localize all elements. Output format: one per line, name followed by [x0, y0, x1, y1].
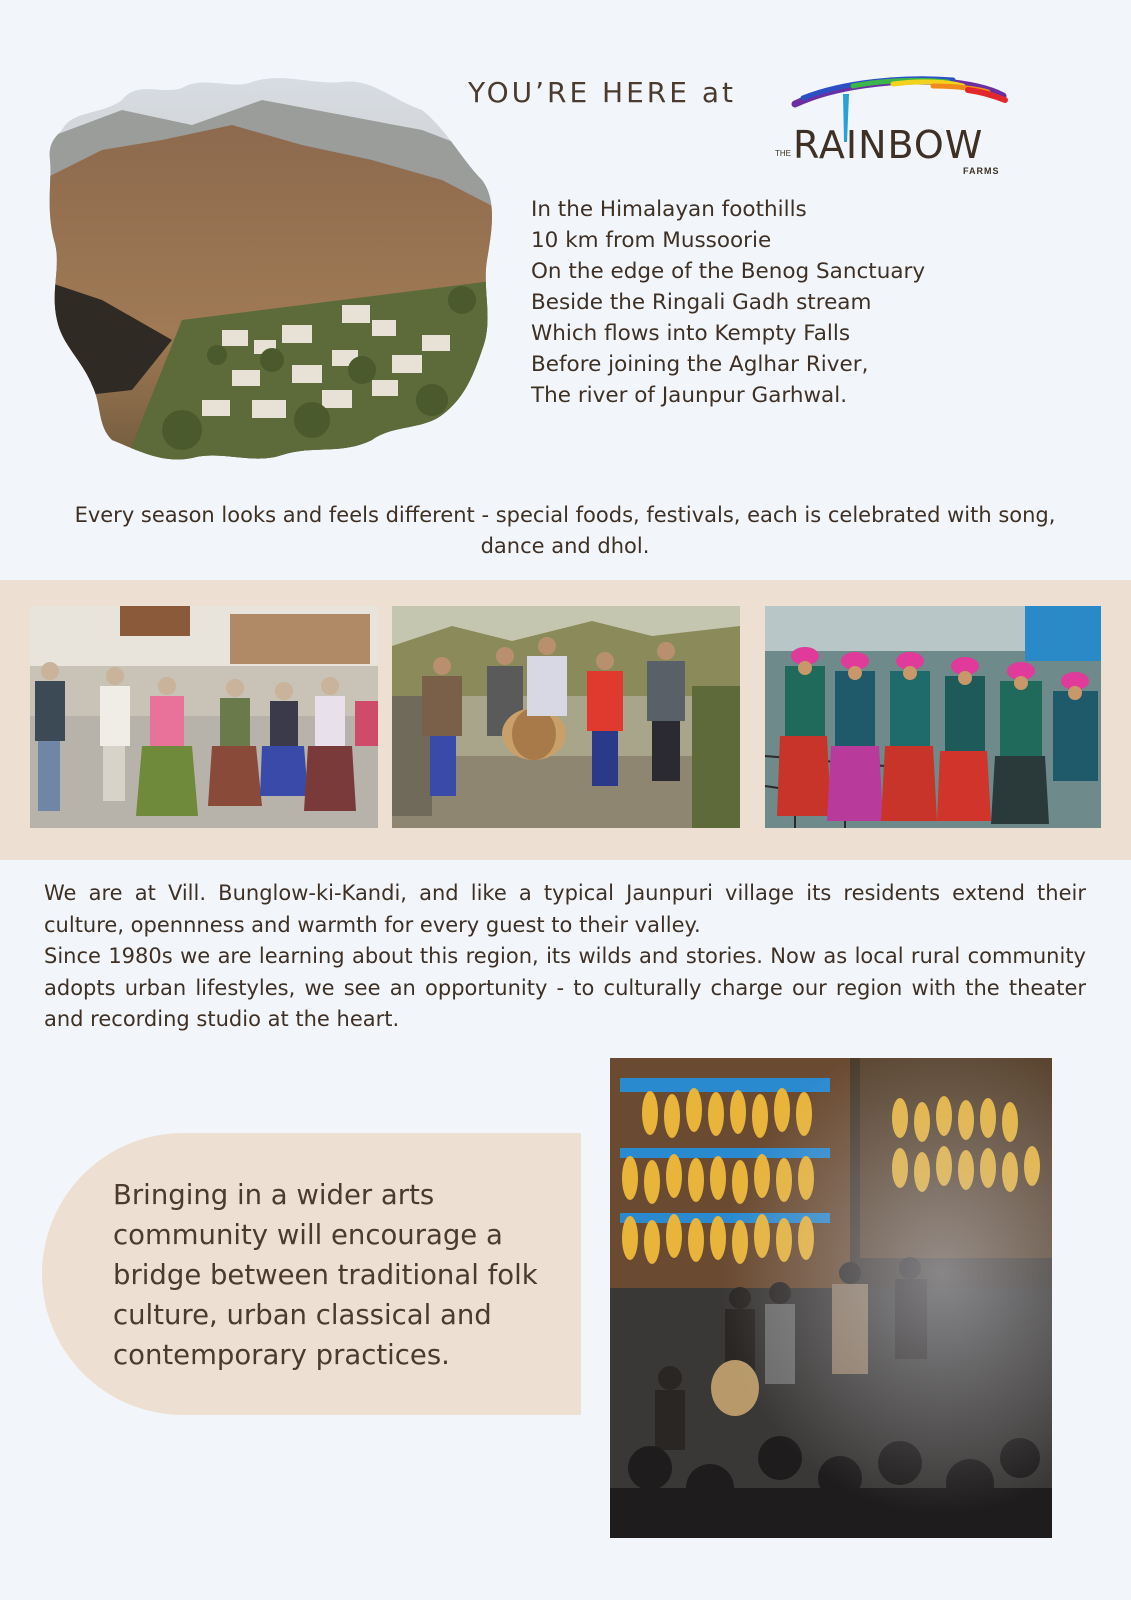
logo-name: RAINBOW	[793, 123, 984, 167]
village-paragraph: We are at Vill. Bunglow-ki-Kandi, and like a typical Jaunpuri village its residents extend their culture, opennness and warmth for every guest to their valley.	[44, 881, 1086, 937]
location-line: Before joining the Aglhar River,	[531, 352, 869, 377]
dhol-procession-photo	[392, 606, 740, 828]
logo-suffix: FARMS	[963, 166, 1000, 176]
logo-prefix: THE	[775, 149, 791, 158]
location-line: The river of Jaunpur Garhwal.	[531, 383, 848, 408]
quote-text: Bringing in a wider arts community will encourage a bridge between traditional folk culture, urban classical and contemporary practices.	[113, 1179, 538, 1371]
women-in-pink-turbans-photo	[765, 606, 1101, 828]
village-dance-photo	[30, 606, 378, 828]
night-dance-photo	[610, 1058, 1052, 1538]
location-list	[531, 194, 925, 411]
hillside-village-photo	[42, 70, 500, 470]
season-text: Every season looks and feels different - special foods, festivals, each is celebrated with song, dance and dhol.	[74, 503, 1056, 558]
village-paragraph: Since 1980s we are learning about this region, its wilds and stories. Now as local rural community adopts urban lifestyles, we see an opportunity - to culturally charge our region with the theater and recording studio at the heart.	[44, 944, 1086, 1031]
header-title: YOU’RE HERE at	[468, 76, 736, 109]
location-line: On the edge of the Benog Sanctuary	[531, 259, 926, 284]
location-line: 10 km from Mussoorie	[531, 228, 772, 253]
location-line: Beside the Ringali Gadh stream	[531, 290, 872, 315]
location-line: Which flows into Kempty Falls	[531, 321, 851, 346]
rainbow-farms-logo[interactable]	[775, 74, 1023, 184]
location-line: In the Himalayan foothills	[531, 197, 807, 222]
village-description	[44, 878, 1086, 1036]
